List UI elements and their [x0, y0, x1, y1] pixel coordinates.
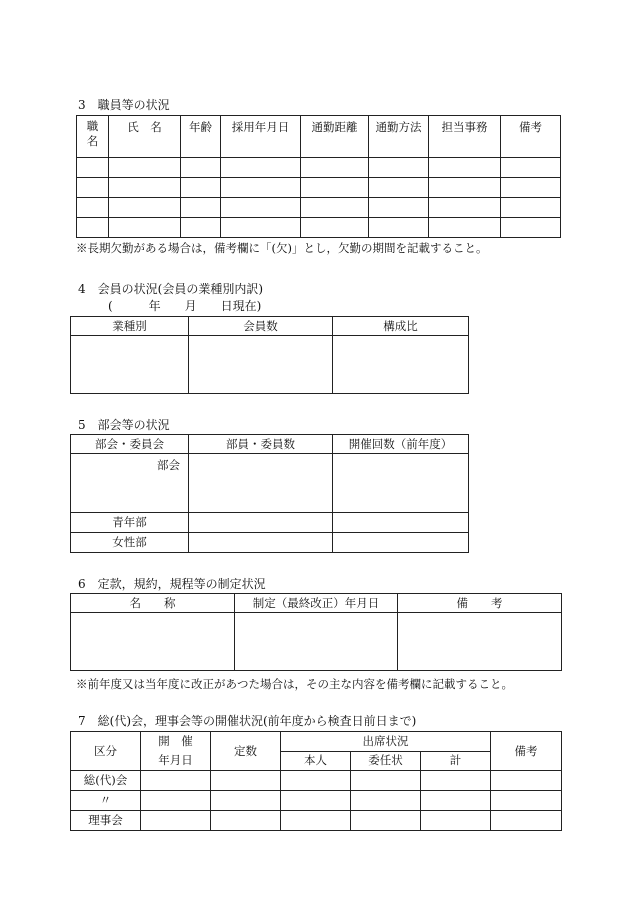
header-remarks: 備考 [501, 116, 561, 158]
table-row [77, 198, 561, 218]
section-6-heading: 6 定款，規約，規程等の制定状況 [78, 577, 266, 591]
row-label-board: 理事会 [71, 811, 141, 831]
table-row [77, 178, 561, 198]
header-committee-members: 部員・委員数 [189, 435, 333, 454]
table-row [71, 533, 469, 553]
header-commute-distance: 通勤距離 [301, 116, 369, 158]
header-total: 計 [421, 751, 491, 771]
header-kubun: 区分 [71, 732, 141, 771]
members-table [70, 316, 469, 394]
row-label-women: 女性部 [71, 533, 189, 553]
table-row [77, 218, 561, 238]
header-duties: 担当事務 [429, 116, 501, 158]
table-row [71, 771, 562, 791]
table-row [71, 791, 562, 811]
header-reg-date: 制定（最終改正）年月日 [235, 594, 398, 613]
header-industry: 業種別 [71, 317, 189, 336]
row-label-ditto: 〃 [71, 791, 141, 811]
meetings-table [70, 731, 562, 831]
committees-table [70, 434, 469, 553]
header-commute-method: 通勤方法 [369, 116, 429, 158]
staff-table [76, 115, 561, 238]
table-row [71, 454, 469, 513]
row-label-general-meeting: 総(代)会 [71, 771, 141, 791]
header-hire-date: 採用年月日 [221, 116, 301, 158]
header-member-count: 会員数 [189, 317, 333, 336]
header-committee: 部会・委員会 [71, 435, 189, 454]
section-6-note: ※前年度又は当年度に改正があつた場合は，その主な内容を備考欄に記載すること。 [76, 677, 513, 691]
header-meeting-date: 開 催 年月日 [141, 732, 211, 771]
header-reg-remarks: 備 考 [398, 594, 562, 613]
header-reg-name: 名 称 [71, 594, 235, 613]
header-ratio: 構成比 [333, 317, 469, 336]
header-quorum: 定数 [211, 732, 281, 771]
header-attendance: 出席状況 [281, 732, 491, 752]
header-name: 氏 名 [109, 116, 181, 158]
section-7-heading: 7 総(代)会，理事会等の開催状況(前年度から検査日前日まで) [78, 714, 417, 728]
header-in-person: 本人 [281, 751, 351, 771]
header-meeting-count: 開催回数（前年度） [333, 435, 469, 454]
section-3-heading: 3 職員等の状況 [78, 98, 170, 112]
row-label-youth: 青年部 [71, 513, 189, 533]
table-row [71, 613, 562, 671]
table-row [71, 513, 469, 533]
row-label-bukai: 部会 [71, 454, 189, 513]
section-5-heading: 5 部会等の状況 [78, 418, 170, 432]
header-proxy: 委任状 [351, 751, 421, 771]
header-position: 職 名 [77, 116, 109, 158]
header-age: 年齢 [181, 116, 221, 158]
table-row [77, 158, 561, 178]
section-4-heading: 4 会員の状況(会員の業種別内訳) [78, 282, 263, 296]
regulations-table [70, 593, 562, 671]
table-row [71, 811, 562, 831]
section-4-date-line: ( 年 月 日現在) [108, 299, 262, 313]
table-row [71, 336, 469, 394]
header-meeting-remarks: 備考 [491, 732, 562, 771]
section-3-note: ※長期欠勤がある場合は，備考欄に「(欠)」とし，欠勤の期間を記載すること。 [76, 241, 488, 255]
